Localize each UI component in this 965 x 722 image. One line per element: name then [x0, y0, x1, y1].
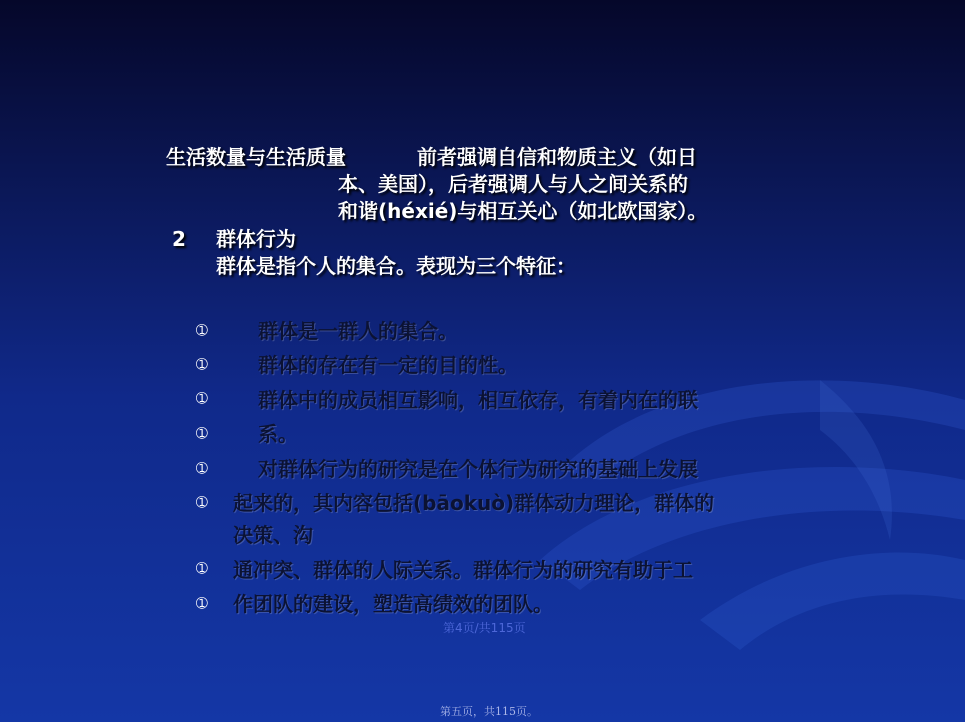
intro-term: 生活数量与生活质量: [166, 145, 346, 169]
intro-description-line-3: 和谐(héxié)与相互关心（如北欧国家）。: [338, 199, 708, 223]
bullet-icon: ➀: [196, 391, 208, 407]
bullet-text-6b: 决策、沟: [233, 523, 313, 547]
bullet-icon: ➀: [196, 596, 208, 612]
bullet-text-4: 系。: [258, 422, 298, 446]
bullet-icon: ➀: [196, 357, 208, 373]
bullet-icon: ➀: [196, 495, 208, 511]
intro-description-line-1: 前者强调自信和物质主义（如日: [417, 145, 697, 169]
bullet-text-1: 群体是一群人的集合。: [258, 319, 458, 343]
bullet-text-2: 群体的存在有一定的目的性。: [258, 353, 518, 377]
section-number: 2: [172, 227, 186, 251]
intro-description-line-2: 本、美国），后者强调人与人之间关系的: [338, 172, 688, 196]
bullet-icon: ➀: [196, 561, 208, 577]
bullet-icon: ➀: [196, 426, 208, 442]
bullet-text-8: 作团队的建设，塑造高绩效的团队。: [233, 592, 553, 616]
bullet-text-3: 群体中的成员相互影响，相互依存，有着内在的联: [258, 388, 698, 412]
page-indicator-bottom: 第五页，共115页。: [440, 705, 538, 718]
section-description: 群体是指个人的集合。表现为三个特征：: [216, 254, 576, 278]
bullet-text-6a: 起来的，其内容包括(bāokuò)群体动力理论，群体的: [233, 491, 715, 515]
bullet-text-5: 对群体行为的研究是在个体行为研究的基础上发展: [258, 457, 698, 481]
bullet-icon: ➀: [196, 461, 208, 477]
section-title: 群体行为: [216, 227, 296, 251]
bullet-icon: ➀: [196, 323, 208, 339]
bullet-text-7: 通冲突、群体的人际关系。群体行为的研究有助于工: [233, 558, 693, 582]
page-indicator-overlay: 第4页/共115页: [443, 621, 526, 635]
